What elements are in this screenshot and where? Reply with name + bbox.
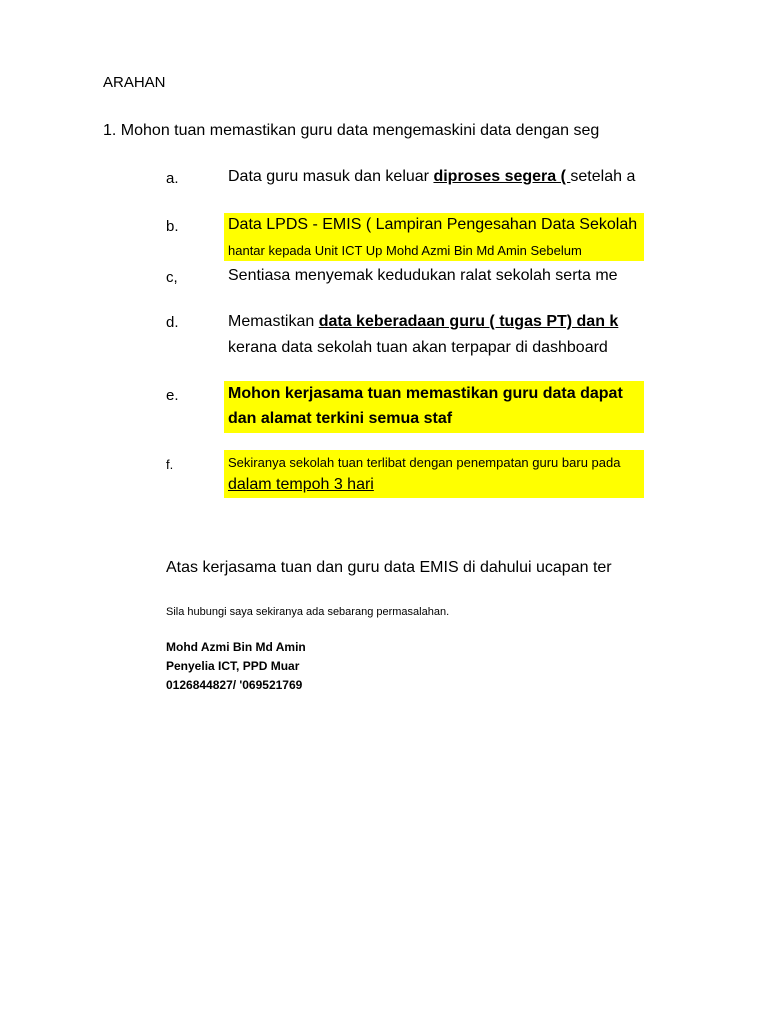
item-c-marker: c, <box>166 269 178 286</box>
item-b-line-1: Data LPDS - EMIS ( Lampiran Pengesahan Data Sekolah <box>228 216 638 233</box>
item-a-text-tail: setelah a <box>570 168 636 185</box>
item-d-line-1-lead: Memastikan <box>228 313 319 330</box>
instruction-point-1: 1. Mohon tuan memastikan guru data mengemaskini data dengan seg <box>103 122 600 139</box>
item-d-marker: d. <box>166 314 179 331</box>
signature-phone: 0126844827/ '069521769 <box>166 678 303 692</box>
item-b-marker: b. <box>166 218 179 235</box>
item-a-text-bold: diproses segera ( <box>433 168 571 185</box>
contact-note: Sila hubungi saya sekiranya ada sebarang permasalahan. <box>166 606 450 618</box>
item-d-line-1-bold: data keberadaan guru ( tugas PT) dan k <box>318 313 619 330</box>
item-f-line-1: Sekiranya sekolah tuan terlibat dengan penempatan guru baru pada <box>228 455 621 470</box>
item-a-text <box>228 169 635 185</box>
item-f-line-2: dalam tempoh 3 hari <box>228 476 374 493</box>
item-c-text: Sentiasa menyemak kedudukan ralat sekolah serta me <box>228 267 618 284</box>
item-a-marker: a. <box>166 170 179 187</box>
item-e-line-1: Mohon kerjasama tuan memastikan guru data dapat <box>228 385 623 402</box>
document-heading: ARAHAN <box>103 74 166 91</box>
signature-position: Penyelia ICT, PPD Muar <box>166 659 300 673</box>
item-e-marker: e. <box>166 387 179 404</box>
item-f-marker: f. <box>166 457 174 472</box>
item-d-line-2: kerana data sekolah tuan akan terpapar di dashboard <box>228 339 608 356</box>
item-d-line-1 <box>228 314 618 330</box>
item-e-line-2: dan alamat terkini semua staf <box>228 410 453 427</box>
item-a-text-lead: Data guru masuk dan keluar <box>228 168 434 185</box>
closing-statement: Atas kerjasama tuan dan guru data EMIS di dahului ucapan ter <box>166 559 612 576</box>
signature-name: Mohd Azmi Bin Md Amin <box>166 640 306 654</box>
item-b-line-2: hantar kepada Unit ICT Up Mohd Azmi Bin Md Amin Sebelum <box>228 243 582 258</box>
